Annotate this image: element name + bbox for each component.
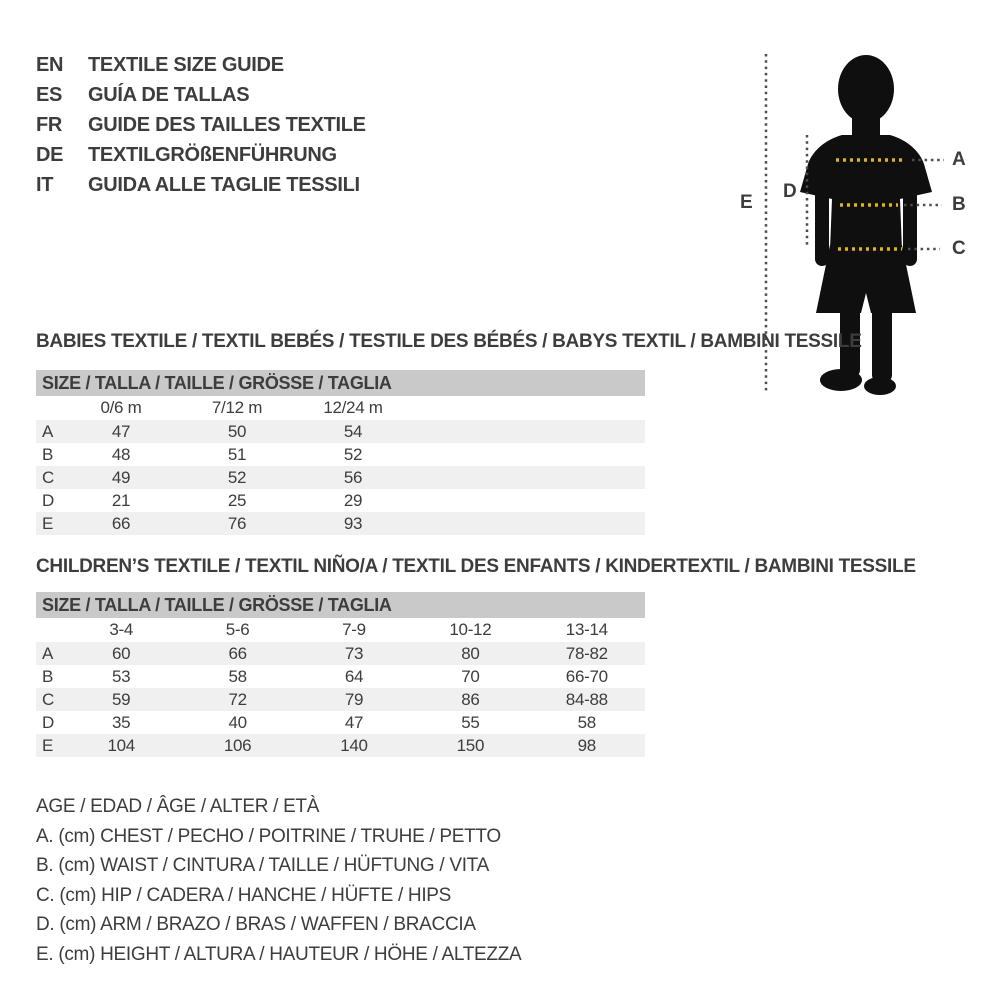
table-cell: 49	[111, 467, 131, 487]
guide-title-es: GUÍA DE TALLAS	[88, 83, 250, 106]
table-cell: 54	[343, 421, 363, 441]
table-cell: 78-82	[565, 643, 608, 663]
table-cell: 66	[228, 643, 247, 663]
column-header: 3-4	[109, 620, 134, 639]
table-cell: 52	[343, 444, 363, 464]
table-cell: 73	[344, 643, 364, 663]
guide-title-fr: GUIDE DES TAILLES TEXTILE	[88, 113, 366, 136]
table-cell: 66-70	[565, 666, 608, 686]
column-header: 13-14	[565, 620, 608, 639]
table-row	[36, 512, 645, 535]
row-label: E	[42, 513, 54, 533]
table-cell: 79	[344, 689, 364, 709]
table-cell: 47	[344, 712, 364, 732]
children-table-header-bar: SIZE / TALLA / TAILLE / GRÖSSE / TAGLIA	[36, 592, 645, 618]
language-row-de	[36, 140, 366, 170]
table-cell: 80	[461, 643, 480, 663]
column-header: 5-6	[225, 620, 250, 639]
table-cell: 58	[577, 712, 596, 732]
children-size-table	[36, 592, 645, 757]
table-cell: 60	[112, 643, 131, 663]
measurement-legend	[36, 792, 521, 969]
table-row	[36, 711, 645, 734]
row-label: A	[42, 643, 54, 663]
language-code: IT	[36, 173, 54, 196]
table-cell: 35	[112, 712, 131, 732]
table-cell: 59	[112, 689, 131, 709]
measure-label-c: C	[952, 238, 966, 259]
table-cell: 52	[227, 467, 247, 487]
language-code: EN	[36, 53, 64, 76]
row-label: D	[42, 490, 54, 510]
table-cell: 84-88	[565, 689, 608, 709]
row-label: D	[42, 712, 54, 732]
table-row	[36, 642, 645, 665]
table-cell: 98	[577, 735, 596, 755]
table-row	[36, 734, 645, 757]
table-cell: 93	[343, 513, 363, 533]
table-cell: 66	[111, 513, 131, 533]
measure-label-b: B	[952, 194, 966, 215]
column-header: 0/6 m	[100, 398, 142, 417]
table-cell: 50	[227, 421, 247, 441]
table-cell: 104	[107, 735, 135, 755]
row-label: C	[42, 689, 54, 709]
table-row	[36, 420, 645, 443]
table-cell: 51	[227, 444, 247, 464]
legend-height: E. (cm) HEIGHT / ALTURA / HAUTEUR / HÖHE / ALTEZZA	[36, 943, 522, 965]
table-cell: 72	[228, 689, 247, 709]
column-header: 7/12 m	[211, 398, 263, 417]
row-label: B	[42, 666, 54, 686]
table-cell: 47	[111, 421, 131, 441]
table-cell: 53	[112, 666, 131, 686]
table-cell: 70	[461, 666, 480, 686]
table-row	[36, 489, 645, 512]
table-cell: 58	[228, 666, 247, 686]
language-code: DE	[36, 143, 64, 166]
table-cell: 29	[343, 490, 363, 510]
babies-section-heading: BABIES TEXTILE / TEXTIL BEBÉS / TESTILE DES BÉBÉS / BABYS TEXTIL / BAMBINI TESSILE	[36, 331, 862, 352]
table-cell: 86	[461, 689, 480, 709]
measure-label-d: D	[783, 181, 797, 202]
column-header: 10-12	[449, 620, 492, 639]
legend-age: AGE / EDAD / ÂGE / ALTER / ETÀ	[36, 796, 320, 817]
table-row	[36, 466, 645, 489]
table-cell: 21	[111, 490, 131, 510]
legend-hip: C. (cm) HIP / CADERA / HANCHE / HÜFTE / HIPS	[36, 884, 452, 906]
language-row-en	[36, 50, 366, 80]
language-row-it	[36, 170, 366, 200]
guide-title-it: GUIDA ALLE TAGLIE TESSILI	[88, 173, 360, 196]
table-cell: 150	[456, 735, 485, 755]
table-row	[36, 665, 645, 688]
babies-table-header-bar: SIZE / TALLA / TAILLE / GRÖSSE / TAGLIA	[36, 370, 645, 396]
language-row-es	[36, 80, 366, 110]
table-row	[36, 688, 645, 711]
language-code: ES	[36, 83, 63, 106]
row-label: B	[42, 444, 54, 464]
babies-table-column-headers	[36, 396, 645, 420]
row-label: C	[42, 467, 54, 487]
guide-title-en: TEXTILE SIZE GUIDE	[88, 53, 284, 76]
table-cell: 48	[111, 444, 131, 464]
table-cell: 40	[228, 712, 247, 732]
language-title-list	[36, 50, 366, 200]
guide-title-de: TEXTILGRÖßENFÜHRUNG	[88, 143, 337, 166]
children-table-column-headers	[36, 618, 645, 642]
legend-chest: A. (cm) CHEST / PECHO / POITRINE / TRUHE / PETTO	[36, 825, 501, 847]
language-row-fr	[36, 110, 366, 140]
table-cell: 56	[343, 467, 363, 487]
table-row	[36, 443, 645, 466]
row-label: A	[42, 421, 54, 441]
child-silhouette-graphic	[690, 40, 1000, 410]
table-cell: 76	[227, 513, 247, 533]
table-cell: 64	[344, 666, 364, 686]
column-header: 7-9	[342, 620, 366, 639]
legend-waist: B. (cm) WAIST / CINTURA / TAILLE / HÜFTUNG / VITA	[36, 855, 489, 876]
language-code: FR	[36, 113, 63, 136]
table-cell: 55	[461, 712, 480, 732]
row-label: E	[42, 735, 54, 755]
table-cell: 140	[340, 735, 368, 755]
legend-arm: D. (cm) ARM / BRAZO / BRAS / WAFFEN / BRACCIA	[36, 914, 476, 935]
measure-label-a: A	[952, 149, 966, 170]
measure-label-e: E	[740, 192, 753, 213]
table-cell: 106	[223, 735, 252, 755]
column-header: 12/24 m	[323, 398, 383, 417]
babies-size-table	[36, 370, 645, 535]
children-section-heading: CHILDREN’S TEXTILE / TEXTIL NIÑO/A / TEXTIL DES ENFANTS / KINDERTEXTIL / BAMBINI TESSILE	[36, 556, 916, 577]
measurement-figure	[690, 40, 1000, 410]
table-cell: 25	[227, 490, 247, 510]
